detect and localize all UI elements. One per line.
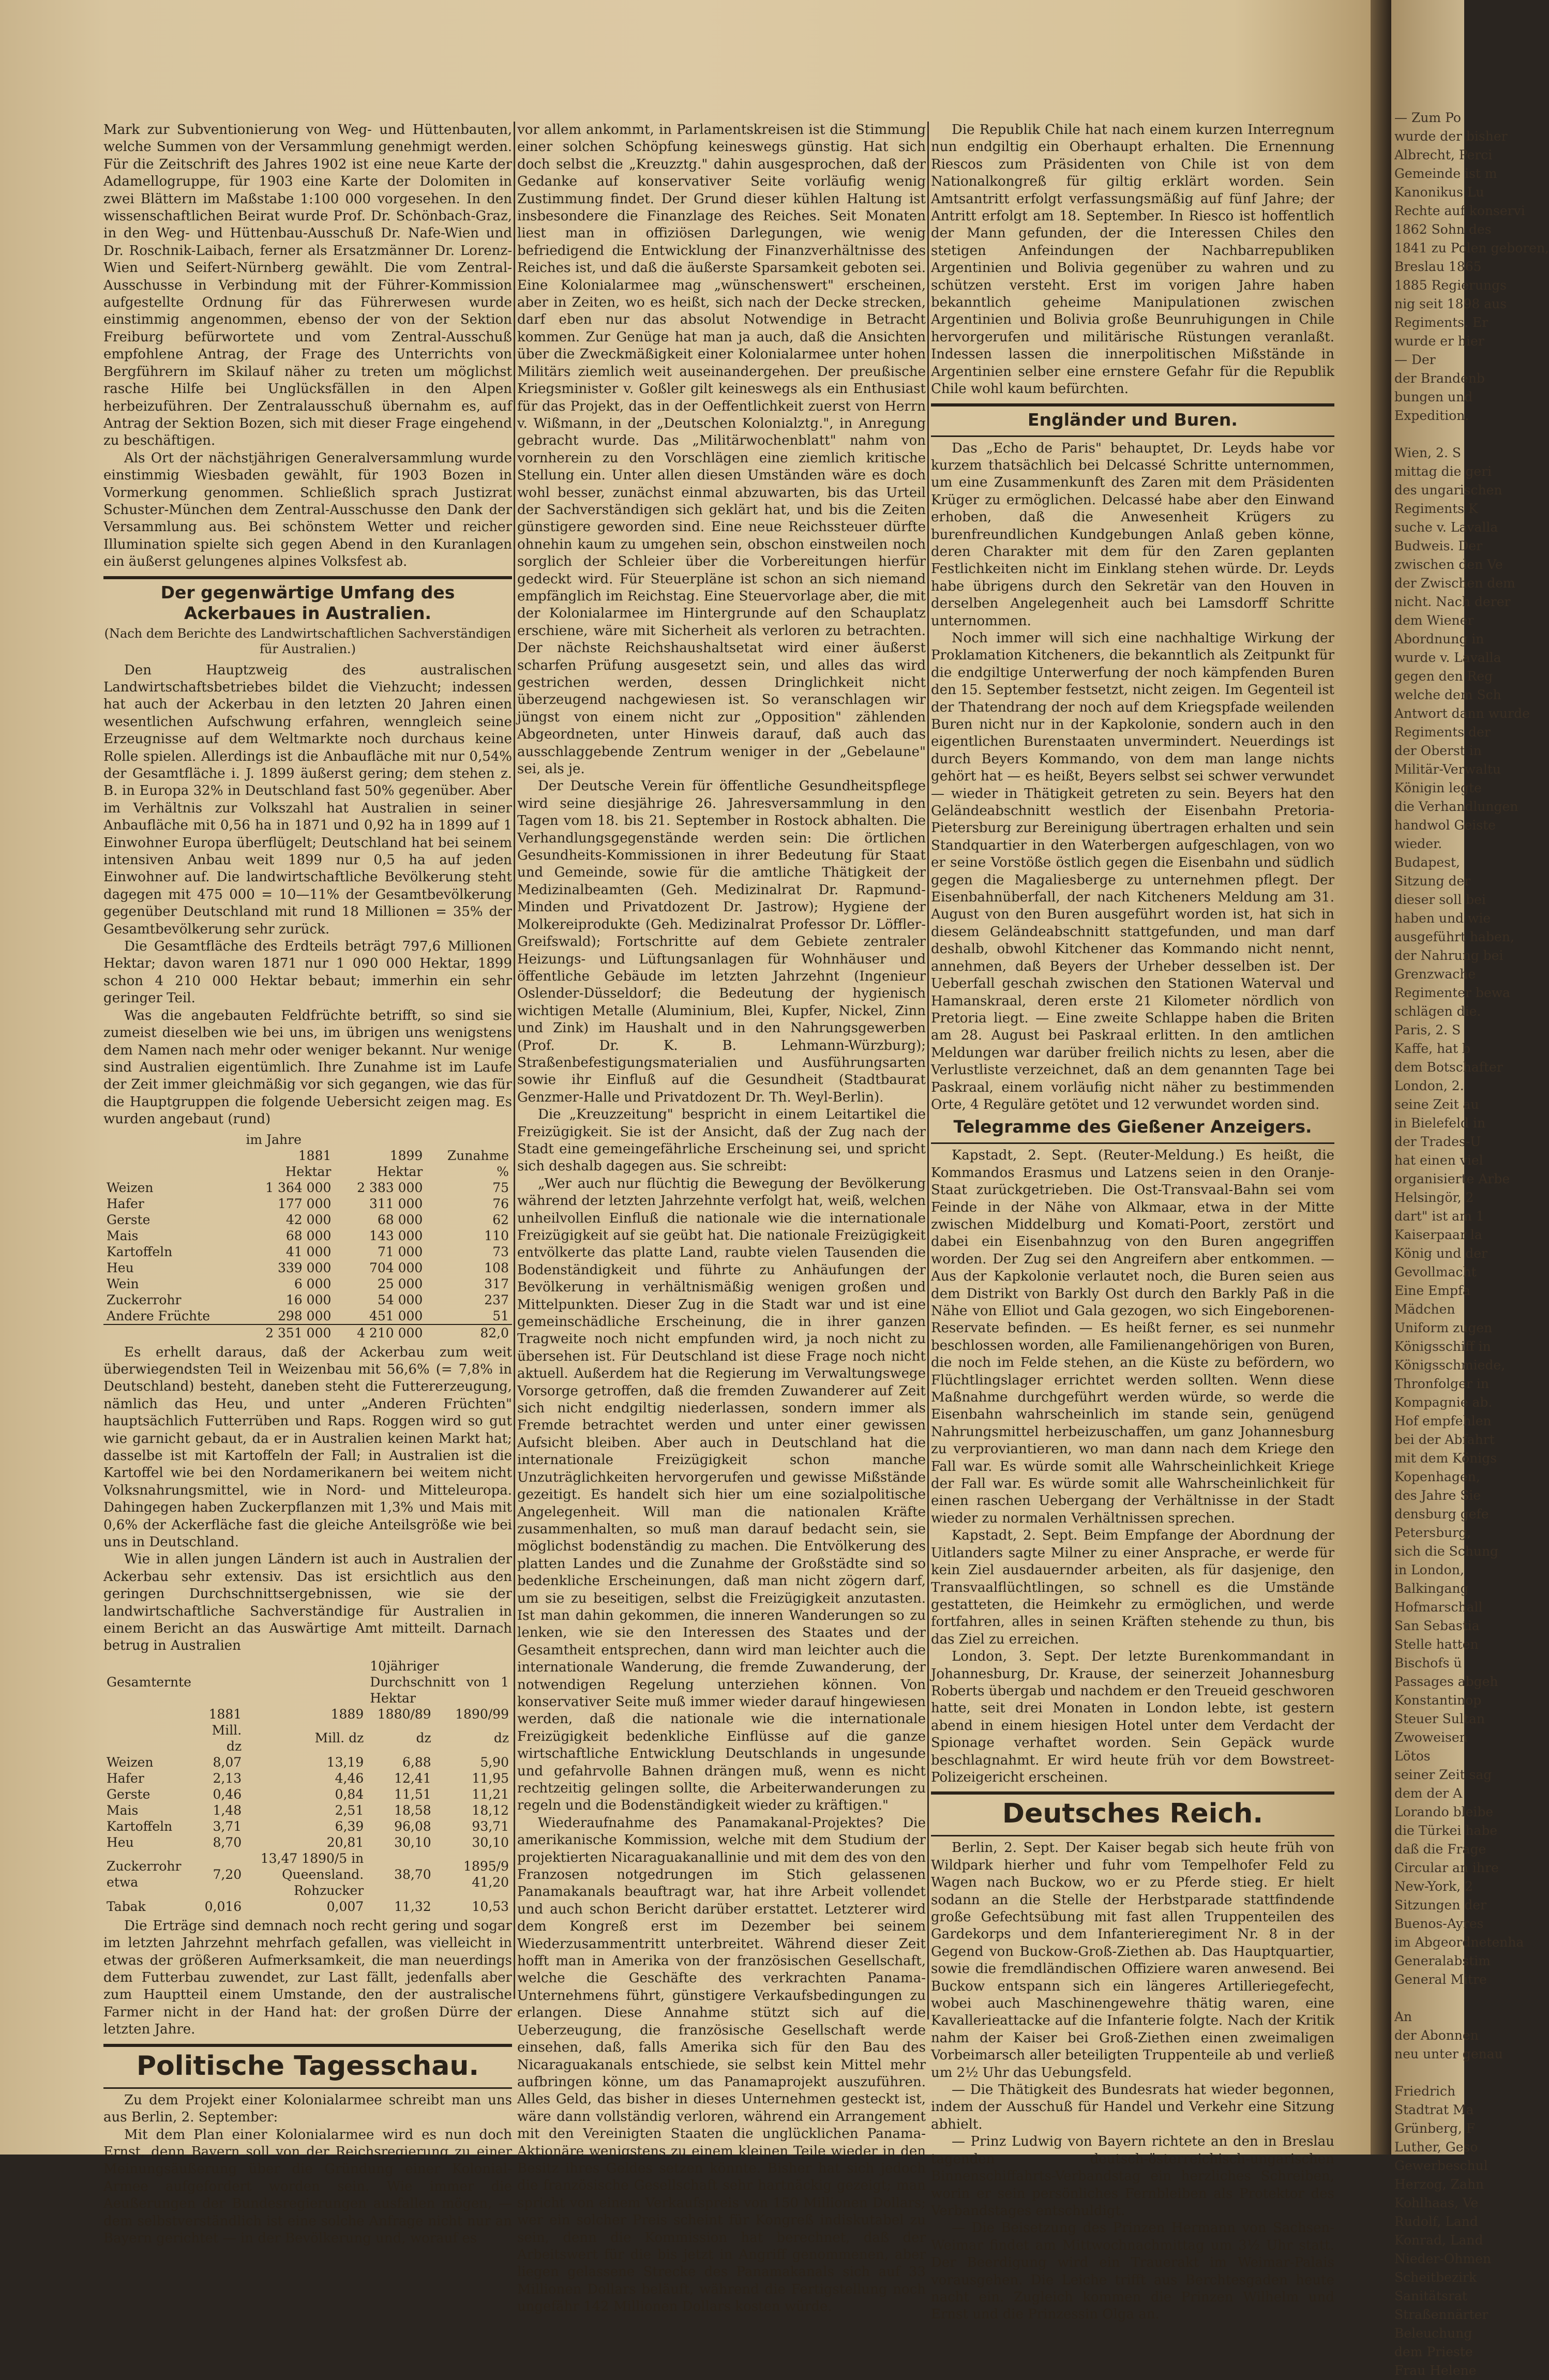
table-row bbox=[103, 1834, 512, 1850]
adjacent-page-line: Steuer Sultan bbox=[1394, 1711, 1485, 1726]
table-cell: 110 bbox=[484, 1228, 509, 1243]
table-cell: 51 bbox=[492, 1308, 509, 1323]
book-gutter bbox=[1371, 0, 1391, 2155]
adjacent-page-line: dem Prieste bbox=[1394, 2344, 1473, 2359]
table-cell: 68 000 bbox=[377, 1212, 423, 1227]
table-cell: 143 000 bbox=[369, 1228, 423, 1243]
adjacent-page-line: suche v. Lavalla bbox=[1394, 520, 1498, 535]
table-header: 1899 bbox=[389, 1148, 423, 1163]
table-header bbox=[103, 1132, 243, 1148]
adjacent-page-line: Beleuchung bbox=[1394, 2326, 1472, 2341]
adjacent-page-line: König und der bbox=[1394, 1246, 1488, 1261]
agriculture-paragraph: Was die angebauten Feldfrüchte betrifft, so sind sie zumeist dieselben wie bei uns, im übrigen uns wenigstens dem Namen nach mehr oder weniger bekannt. Nur wenige sind Australien eigentümlich. Ihre Zunahme ist im Laufe der Zeit immer gleichmäßig vor sich gegangen, wie das für die Hauptgruppen die folgende Uebersicht zeigen mag. Es wurden angebaut (rund) bbox=[103, 1007, 512, 1127]
adjacent-page-line: Luther, Geso bbox=[1394, 2140, 1478, 2155]
adjacent-page-line: Rudolf, Land bbox=[1394, 2214, 1478, 2229]
table-cell: Hafer bbox=[107, 1196, 144, 1211]
reich-paragraph: — Die Thätigkeit des Bundesrats hat wieder begonnen, indem der Ausschuß für Handel und Verkehr eine Sitzung abhielt. bbox=[931, 2082, 1334, 2132]
adjacent-page-line: gegen den Reg bbox=[1394, 669, 1493, 684]
harvest-table bbox=[103, 1658, 512, 1915]
adjacent-page-line: Balkingang bbox=[1394, 1581, 1469, 1596]
adjacent-page-line: dem der A bbox=[1394, 1786, 1463, 1801]
politics-paragraph: Der Deutsche Verein für öffentliche Gesundheitspflege wird seine diesjährige 26. Jahresversammlung in den Tagen vom 18. bis 21. September in Rostock abhalten. Die Verhandlungsgegenstände werden sein: Die örtlichen Gesundheits-Kommissionen in ihrer Bedeutung für Staat und Gemeinde, sowie für die amtliche Thätigkeit der Medizinalbeamten (Geh. Medizinalrat Dr. Rapmund-Minden und Privatdozent Dr. Jastrow); Hygiene der Molkereiprodukte (Geh. Medizinalrat Professor Dr. Löffler-Greifswald); Fortschritte auf dem Gebiete zentraler Heizungs- und Lüftungsanlagen für Wohnhäuser und öffentliche Gebäude im letzten Jahrzehnt (Ingenieur Oslender-Düsseldorf; die Bedeutung der hygienisch wichtigen Metalle (Aluminium, Blei, Kupfer, Nickel, Zinn und Zink) im Haushalt und in den Nahrungsgewerben (Prof. Dr. K. B. Lehmann-Würzburg); Straßenbefestigungsmaterialien und Ausführungsarten sowie ihr Einfluß auf die Gesundheit (Stadtbaurat Genzmer-Halle und Privatdozent Dr. Th. Weyl-Berlin). bbox=[517, 778, 926, 1105]
table-cell: 18,58 bbox=[394, 1802, 431, 1818]
table-cell: 6,39 bbox=[335, 1818, 364, 1834]
table-row bbox=[103, 1228, 512, 1244]
adjacent-page-line: Nieder-Ohmen bbox=[1394, 2251, 1492, 2266]
adjacent-page-line: Grünberg, F bbox=[1394, 2121, 1476, 2136]
agriculture-paragraph: Wie in allen jungen Ländern ist auch in Australien der Ackerbau sehr extensiv. Das ist ersichtlich aus den geringen Durchschnittsergebnissen, wie sie der landwirtschaftliche Sachverständige für Australien in einem Bericht an das Auswärtige Amt mitteilt. Darnach betrug in Australien bbox=[103, 1551, 512, 1654]
acreage-table bbox=[103, 1132, 512, 1341]
table-cell: 237 bbox=[484, 1292, 509, 1307]
adjacent-page-line: Stelle hatten bbox=[1394, 1637, 1479, 1652]
adjacent-page-line: Sanitätsrat bbox=[1394, 2288, 1467, 2303]
table-cell: 11,32 bbox=[394, 1899, 431, 1914]
table-header: 1881 bbox=[208, 1706, 242, 1722]
adjacent-page-line: Regimenter bewa bbox=[1394, 985, 1511, 1000]
adjacent-page-line: General Mitre bbox=[1394, 1972, 1487, 1987]
adjacent-page-line: Scheitbezirk bbox=[1394, 2270, 1477, 2285]
table-cell: Mais bbox=[107, 1228, 139, 1243]
adjacent-page-line: Straßennärter bbox=[1394, 2307, 1488, 2322]
table-cell: 1 364 000 bbox=[265, 1180, 332, 1195]
reich-paragraph: Berlin, 2. Sept. Der Kaiser begab sich heute früh von Wildpark hierher und fuhr vom Tempelhofer Feld zu Wagen nach Buckow, wo er zu Pferde stieg. Er hielt sodann an die Stelle der Herbstparade stattfindende große Gefechtsübung mit fast allen Truppenteilen des Gardekorps und dem Infanterieregiment Nr. 8 in der Gegend von Buckow-Groß-Ziethen ab. Das Hauptquartier, sowie die fremdländischen Offiziere waren anwesend. Bei Buckow entspann sich ein längeres Artilleriegefecht, wobei auch Maschinengewehre thätig waren, eine Kavallerieattacke auf die Infanterie folgte. Nach der Kritik nahm der Kaiser bei Groß-Ziethen einen zweimaligen Vorbeimarsch aller beteiligten Truppenteile ab und verließ um 2½ Uhr das Uebungsfeld. bbox=[931, 1840, 1334, 2081]
table-cell: 7,20 bbox=[213, 1866, 242, 1882]
adjacent-page-line: Gemeinde ist m bbox=[1394, 166, 1497, 181]
table-cell: 93,71 bbox=[472, 1818, 509, 1834]
adjacent-page-line: Albrecht, Perci bbox=[1394, 147, 1493, 162]
alpine-club-report: Mark zur Subventionierung von Weg- und Hüttenbauten, welche Summen von der Versammlung genehmigt werden. Für die Zeitschrift des Jahres 1902 ist eine neue Karte der Adamellogruppe, für 1903 eine Karte der Dolomiten in zwei Blättern im Maßstabe 1:100 000 vorgesehen. In den wissenschaftlichen Beirat wurde Prof. Dr. Schönbach-Graz, in den Weg- und Hüttenbau-Ausschuß Dr. Nafe-Wien und Dr. Roschnik-Laibach, ferner als Ersatzmänner Dr. Lorenz-Wien und Seifert-Nürnberg gewählt. Die vom Zentral-Ausschusse in Verbindung mit der Führer-Kommission aufgestellte Ordnung für das Führerwesen wurde einstimmig angenommen, ebenso der von der Sektion Freiburg befürwortete und vom Zentral-Ausschuß empfohlene Antrag, der Frage des Unterrichts von Bergführern im Skilauf näher zu treten um möglichst rasche Hilfe bei Unglücksfällen in den Alpen herbeizuführen. Der Zentralausschuß übernahm es, auf Antrag der Sektion Bozen, sich mit dieser Frage eingehend zu beschäftigen. bbox=[103, 122, 512, 449]
agriculture-paragraph: Es erhellt daraus, daß der Ackerbau zum weit überwiegendsten Teil in Weizenbau mit 56,6% (= 7,8% in Deutschland) besteht, daneben steht die Futtererzeugung, nämlich das Heu, und unter „Anderen Früchten" hauptsächlich Futterrüben und Raps. Roggen wird so gut wie garnicht gebaut, da er in Australien keinen Markt hat; dasselbe ist mit Kartoffeln der Fall; in Australien ist die Kartoffel wie bei den Nordamerikanern bei weitem nicht Volksnahrungsmittel, wie in Nord- und Mitteleuropa. Dahingegen haben Zuckerpflanzen mit 1,3% und Mais mit 0,6% der Ackerfläche fast die gleiche Anteilsgröße wie bei uns in Deutschland. bbox=[103, 1344, 512, 1550]
adjacent-page-line: 1841 zu Polen geboren, bbox=[1394, 240, 1549, 255]
adjacent-page-line: — Zum Po bbox=[1394, 110, 1461, 125]
adjacent-page-line: Kompagnie ab. bbox=[1394, 1395, 1493, 1410]
table-cell: 6 000 bbox=[294, 1276, 332, 1291]
table-row bbox=[103, 1292, 512, 1308]
adjacent-page-line: Kohlhaas, Ve bbox=[1394, 2195, 1479, 2210]
adjacent-page-line: sich die Schung bbox=[1394, 1544, 1499, 1559]
adjacent-page-line: wurde v. Lavalla bbox=[1394, 650, 1501, 665]
table-cell: 8,70 bbox=[213, 1834, 242, 1850]
column-rule bbox=[514, 122, 515, 1999]
table-header: Gesamternte bbox=[107, 1674, 191, 1690]
table-cell: Andere Früchte bbox=[107, 1308, 210, 1323]
adjacent-page-line: ausgeführt haben, bbox=[1394, 929, 1514, 944]
adjacent-page-line: Hof empfehlen bbox=[1394, 1413, 1492, 1428]
adjacent-page-line: Königsschmiede, bbox=[1394, 1358, 1506, 1373]
table-header: 1889 bbox=[330, 1706, 364, 1722]
table-cell: Wein bbox=[107, 1276, 139, 1291]
table-row bbox=[103, 1196, 512, 1212]
adjacent-page-line: in Bielefeld in bbox=[1394, 1116, 1486, 1131]
table-row bbox=[103, 1244, 512, 1260]
adjacent-page-line: dem Wiener bbox=[1394, 613, 1474, 628]
adjacent-page-line: der Brandenb bbox=[1394, 371, 1485, 386]
acreage-table-body bbox=[103, 1180, 512, 1324]
table-cell: 38,70 bbox=[394, 1866, 431, 1882]
table-row bbox=[103, 1818, 512, 1834]
reich-headline: Deutsches Reich. bbox=[1002, 1798, 1264, 1830]
table-cell: 76 bbox=[492, 1196, 509, 1211]
adjacent-page-line: zwischen den Ve bbox=[1394, 557, 1503, 572]
agriculture-paragraph: Die Erträge sind demnach noch recht gering und sogar im letzten Jahrzehnt mehrfach gefallen, was vielleicht in etwas der größeren Aufmerksamkeit, die man neuerdings dem Futterbau zuwendet, zur Last fällt, jedenfalls aber zum Hauptteil einem Umstande, den der australische Farmer nicht in der Hand hat: der großen Dürre der letzten Jahre. bbox=[103, 1918, 512, 2038]
table-header: 10jähriger Durchschnitt von 1 Hektar bbox=[370, 1658, 509, 1706]
table-row bbox=[103, 1770, 512, 1786]
adjacent-page-line: Kaiserpaar la bbox=[1394, 1227, 1482, 1242]
table-cell: Tabak bbox=[107, 1899, 146, 1914]
adjacent-page-line: Gevollmacht bbox=[1394, 1264, 1477, 1279]
adjacent-page-line: Expedition. bbox=[1394, 408, 1469, 423]
table-cell: Gerste bbox=[107, 1212, 151, 1227]
adjacent-page-line: Uniform zugen bbox=[1394, 1320, 1493, 1335]
table-cell: 16 000 bbox=[285, 1292, 332, 1307]
boers-headline: Engländer und Buren. bbox=[1028, 409, 1238, 430]
adjacent-page-line bbox=[1394, 2063, 1464, 2082]
adjacent-page-line: der Nahrung bei bbox=[1394, 948, 1503, 963]
table-header: 1881 bbox=[298, 1148, 332, 1163]
table-cell: Heu bbox=[107, 1260, 134, 1275]
telegram-paragraph: London, 3. Sept. Der letzte Burenkommandant in Johannesburg, Dr. Krause, der seinerzeit Johannesburg Roberts übergab und nachdem er den Treueid geschworen hatte, seit drei Monaten in London lebte, ist gestern abend in einem hiesigen Hotel unter dem Verdacht der Spionage verhaftet worden. Sein Gepäck wurde beschlagnahmt. Er wird heute früh vor dem Bowstreet-Polizeigericht erscheinen. bbox=[931, 1649, 1334, 1785]
adjacent-page-line: Regiments K bbox=[1394, 501, 1478, 516]
table-cell: 13,19 bbox=[326, 1754, 364, 1770]
table-cell: Kartoffeln bbox=[107, 1244, 173, 1259]
table-cell: 4,46 bbox=[335, 1770, 364, 1786]
adjacent-page-line: Gewerbeschul bbox=[1394, 2158, 1488, 2173]
table-header: Hektar bbox=[285, 1164, 332, 1179]
table-cell: 5,90 bbox=[480, 1754, 509, 1770]
alpine-club-report-end: Als Ort der nächstjährigen Generalversammlung wurde einstimmig Wiesbaden gewählt, für 1903 Bozen in Vormerkung genommen. Schließlich sprach Justizrat Schuster-München dem Zentral-Ausschusse den Dank der Versammlung aus. Bei schönstem Wetter und reicher Illumination spielte sich gegen Abend in den Kuranlagen ein äußerst gelungenes alpines Volksfest ab. bbox=[103, 450, 512, 570]
adjacent-page-line: dieser soll bei bbox=[1394, 892, 1486, 907]
adjacent-page-line: haben und wie bbox=[1394, 911, 1491, 926]
politics-paragraph: Die „Kreuzzeitung" bespricht in einem Leitartikel die Freizügigkeit. Sie ist der Ansicht, daß der Zug nach der Stadt eine gemeingefährliche Erscheinung sei, und spricht sich deshalb dagegen aus. Sie schreibt: bbox=[517, 1107, 926, 1174]
section-divider bbox=[103, 2044, 512, 2047]
adjacent-page-line: Wien, 2. S bbox=[1394, 445, 1461, 460]
table-cell: Weizen bbox=[107, 1180, 154, 1195]
adjacent-page-line: Breslau 1865 bbox=[1394, 259, 1482, 274]
table-cell: 2,51 bbox=[335, 1802, 364, 1818]
table-header: dz bbox=[493, 1730, 509, 1746]
telegram-paragraph: Kapstadt, 2. Sept. (Reuter-Meldung.) Es heißt, die Kommandos Erasmus und Latzens seien in den Oranje-Staat zurückgetrieben. Die Ost-Transvaal-Bahn sei vom Feinde in der Nähe von Alkmaar, etwa in der Mitte zwischen Middelburg und Komati-Poort, zerstört und dabei ein Eisenbahnzug von den Buren angegriffen worden. Der Zug sei den Angreifern aber entkommen. — Aus der Kapkolonie verlautet noch, die Buren seien aus dem Distrikt von Barkly Ost durch den Barkly Paß in die Nähe von Elliot und Gala gezogen, wo sich Eingeborenen-Reservate befinden. — Es heißt ferner, es sei nunmehr beschlossen worden, alle Familienangehörigen von Buren, die noch im Felde stehen, an die Küste zu befördern, wo Flüchtlingslager errichtet werden sollten. Wenn diese Maßnahme durchgeführt werden würde, so werde die Eisenbahn wahrscheinlich im stande sein, genügend Nahrungsmittel herbeizuschaffen, um ganz Johannesburg zu verproviantieren, wo man dann nach dem Kriege den Fall war. Es würde somit alle Wahrscheinlichkeit Kriege der Fall war. Es würde somit alle Wahrscheinlichkeit für einen raschen Uebergang der Verhältnisse in der Stadt wieder zu normalen Verhältnissen sprechen. bbox=[931, 1148, 1334, 1526]
adjacent-page-line: Sitzung der bbox=[1394, 873, 1471, 888]
table-header: % bbox=[497, 1164, 509, 1179]
adjacent-page-line: London, 2. bbox=[1394, 1078, 1464, 1093]
table-cell: Mais bbox=[107, 1802, 139, 1818]
adjacent-page-line: daß die Frage bbox=[1394, 1842, 1486, 1857]
boers-paragraph: Das „Echo de Paris" behauptet, Dr. Leyds habe vor kurzem thatsächlich bei Delcassé Schritte unternommen, um eine Zusammenkunft des Zaren mit dem Präsidenten Krüger zu ermöglichen. Delcassé habe aber den Einwand erhoben, daß die Anwesenheit Krügers zu burenfreundlichen Kundgebungen Anlaß geben könne, deren Charakter mit dem für den Zaren geplanten Festlichkeiten nicht im Einklang stehen würde. Dr. Leyds habe übrigens durch den Sekretär van den Houven in derselben Angelegenheit auch bei Lamsdorff Schritte unternommen. bbox=[931, 440, 1334, 629]
adjacent-page-line: Kopenhagen, bbox=[1394, 1469, 1480, 1484]
adjacent-page-line: 1885 Regierungs bbox=[1394, 278, 1507, 293]
adjacent-page-line: der Oberst in bbox=[1394, 743, 1482, 758]
adjacent-page-line: nicht. Nach derer bbox=[1394, 594, 1511, 609]
table-cell: 30,10 bbox=[394, 1834, 431, 1850]
adjacent-page-line: wieder. bbox=[1394, 836, 1442, 851]
adjacent-page-line: Zwoweisen bbox=[1394, 1730, 1468, 1745]
adjacent-page-line: organisierte Arbe bbox=[1394, 1171, 1510, 1186]
agriculture-paragraph: Die Gesamtfläche des Erdteils beträgt 797,6 Millionen Hektar; davon waren 1871 nur 1 090 000 Hektar, 1899 schon 4 210 000 Hektar bebaut; immerhin ein sehr geringer Teil. bbox=[103, 939, 512, 1006]
table-cell: 339 000 bbox=[278, 1260, 332, 1275]
table-cell: 704 000 bbox=[369, 1260, 423, 1275]
table-cell: 8,07 bbox=[213, 1754, 242, 1770]
table-cell: Zuckerrohr bbox=[107, 1292, 182, 1307]
table-row bbox=[103, 1260, 512, 1276]
adjacent-page-line: Thronfolger in bbox=[1394, 1376, 1489, 1391]
adjacent-page-line: schlägen die. bbox=[1394, 1004, 1481, 1019]
adjacent-page-line: der Zwischen dem bbox=[1394, 576, 1515, 591]
adjacent-page-line: in London, bbox=[1394, 1562, 1464, 1577]
adjacent-page-line: Regiments der bbox=[1394, 725, 1491, 740]
adjacent-page-line: Lötos bbox=[1394, 1749, 1431, 1764]
table-cell: 30,10 bbox=[472, 1834, 509, 1850]
adjacent-page-line: dem Botschafter bbox=[1394, 1060, 1503, 1075]
table-cell: 42 000 bbox=[285, 1212, 332, 1227]
adjacent-page-line: Königsschiff in bbox=[1394, 1339, 1491, 1354]
adjacent-page-line: Herzog, Zahn bbox=[1394, 2177, 1484, 2192]
table-cell: 11,51 bbox=[394, 1786, 431, 1802]
table-cell: 311 000 bbox=[369, 1196, 423, 1211]
adjacent-page-line: nig seit 1898 aus bbox=[1394, 296, 1507, 311]
table-cell: 0,016 bbox=[204, 1899, 242, 1914]
table-header: Zunahme bbox=[447, 1148, 509, 1163]
chile-paragraph: Die Republik Chile hat nach einem kurzen Interregnum nun endgiltig ein Oberhaupt erhalten. Die Ernennung Riescos zum Präsidenten von Chile ist von dem Nationalkongreß für giltig erklärt worden. Sein Amtsantritt erfolgt verfassungsmäßig auf fünf Jahre; der Antritt erfolgt am 18. September. In Riesco ist hoffentlich der Mann gefunden, der die Interessen Chiles den stetigen Anfeindungen der Nachbarrepubliken Argentinien und Bolivia gegenüber zu wahren und zu schützen versteht. Erst im vorigen Jahre haben bekanntlich geheime Manipulationen zwischen Argentinien und Bolivia große Beunruhigungen in Chile hervorgerufen und militärische Rüstungen veranlaßt. Indessen lassen die innerpolitischen Mißstände in Argentinien selber eine ernstere Gefahr für die Republik Chile wohl kaum befürchten. bbox=[931, 122, 1334, 397]
politics-paragraph: Mit dem Plan einer Kolonialarmee wird es nun doch Ernst, denn Bayern soll von der Reichsregierung zu einer Meinungsäußerung über die Gründung einer Kolonial-Armee aufgefordert worden sein. Wie immer die Aeußerungen der Bundesregierungen ausfallen mögen, — dem selbstverständlich ist eine solche Anfrage nicht nur an Bayern gerichtet — in der Bevölkerung und, worauf es bbox=[103, 2127, 512, 2246]
table-cell: 6,88 bbox=[402, 1754, 431, 1770]
adjacent-page-line: — Der bbox=[1394, 352, 1436, 367]
reich-paragraph: — Prinz Ludwig von Bayern richtete an den in Breslau tagenden deutsch-österreichisch-ungarischen Binnenschiffahrts-Verbandstag ein herzliches Schreiben, worin er sein persönliches Fernbleiben als Protektor des Verbandstages entschuldigt. bbox=[931, 2134, 1334, 2219]
adjacent-page-edge bbox=[1391, 0, 1549, 2378]
table-cell: 20,81 bbox=[326, 1834, 364, 1850]
table-cell: 96,08 bbox=[394, 1818, 431, 1834]
politics-paragraph: Wiederaufnahme des Panamakanal-Projektes? Die amerikanische Kommission, welche mit dem Studium der projektierten Nicaraguakanallinie und mit dem des von den Franzosen notgedrungen im Stich gelassenen Panamakanals beauftragt war, hat ihre Arbeit vollendet und auch schon Bericht darüber erstattet. Letzterer wird dem Kongreß erst im Dezember bei seinem Wiederzusammentritt unterbreitet. Während dieser Zeit hofft man in Amerika von der französischen Gesellschaft, welche die Geschäfte des verkrachten Panama-Unternehmens führt, günstigere Verkaufsbedingungen zu erlangen. Diese Annahme stützt sich auf die Ueberzeugung, die französische Gesellschaft werde einsehen, daß, falls Amerika sich für den Bau des Nicaraguakanals entschiede, sie selbst kein Mittel mehr aufbringen könne, um das Panamaprojekt auszuführen. Alles Geld, das bisher in dieses Unternehmen gesteckt ist, wäre dann vollständig verloren, während ein Arrangement mit den Vereinigten Staaten die unglücklichen Panama-Aktionäre wenigstens zu einem kleinen Teile wieder in den Besitz ihres Geldes setzen könnte. Bisher hat sich jedoch die französische Gesellschaft sehr hartnäckig gezeigt; man spricht von einem Verkaufspreis von 150 Millionen Dollars; wer ein solcher Preis scheint für Kongreß indiskutabel zu sein, denn die Kommission hat berechnet, daß der Arbeitswert für die bis jetzt in Angriff genommenen, aber liegen gelassene Strecke des Panamakanals sich auf 33 Millionen Dollars beläuft, während die Fertigstellung noch ungefähr 142 Millionen Dollars kosten würde. bbox=[517, 1815, 926, 2315]
table-cell: 54 000 bbox=[377, 1292, 423, 1307]
adjacent-page-line: Militär-Verwaltu bbox=[1394, 762, 1501, 777]
adjacent-page-line: der Trades-U bbox=[1394, 1134, 1481, 1149]
adjacent-page-line: Budapest, bbox=[1394, 855, 1461, 870]
politics-paragraph: vor allem ankommt, in Parlamentskreisen ist die Stimmung einer solchen Schöpfung keineswegs günstig. Hat sich doch selbst die „Kreuzztg." dahin ausgesprochen, daß der Gedanke auf konservativer Seite vorläufig wenig Zustimmung findet. Der Grund dieser kühlen Haltung ist insbesondere die Finanzlage des Reiches. Seit Monaten liest man in offiziösen Darlegungen, wie wenig befriedigend die Entwicklung der Finanzverhältnisse des Reiches ist, und daß die äußerste Sparsamkeit geboten sei. Eine Kolonialarmee mag „wünschenswert" erscheinen, aber in Zeiten, wo es heißt, sich nach der Decke strecken, darf eben nur das absolut Notwendige in Betracht kommen. Zur Genüge hat man ja auch, daß die Ansichten über die Zweckmäßigkeit einer Kolonialarmee unter hohen Militärs ziemlich weit auseinandergehen. Der preußische Kriegsminister v. Goßler gilt keineswegs als ein Enthusiast für das Projekt, das in der Oeffentlichkeit zuerst von Herrn v. Wißmann, in der „Deutschen Kolonialztg.", in Anregung gebracht wurde. Das „Militärwochenblatt" nahm von vornherein zu den Vorschlägen eine ziemlich kritische Stellung ein. Unter allen diesen Umständen wäre es doch wohl besser, zunächst einmal abzuwarten, bis das Urteil der Sachverständigen sich geklärt hat, und bis die Zeiten günstigere geworden sind. Eine neue Reichssteuer dürfte ohnehin kaum zu umgehen sein, obschon einstweilen noch sorglich der Schleier über die Vorbereitungen hierfür gedeckt wird. Für Steuerpläne ist schon an sich niemand empfänglich im Reichstag. Eine Steuervorlage aber, die mit der Kolonialarmee im Hintergrunde auf den Schauplatz erschiene, wäre mit Sicherheit als verloren zu betrachten. Der nächste Reichshaushaltsetat wird einer äußerst scharfen Prüfung ausgesetzt sein, und alles das wird gestrichen werden, dessen Dringlichkeit nicht überzeugend nachgewiesen ist. So veranschlagen wir jüngst von einem nicht zur „Opposition" zählenden Abgeordneten, unter Hinweis darauf, daß auch das ausschlaggebende Zentrum weniger in der „Gebelaune" sei, als je. bbox=[517, 122, 926, 777]
adjacent-page-line: handwol Geiste bbox=[1394, 818, 1496, 833]
adjacent-page-line: seine Zeit au bbox=[1394, 1097, 1479, 1112]
table-cell: Weizen bbox=[107, 1754, 154, 1770]
table-cell: Gerste bbox=[107, 1786, 151, 1802]
adjacent-page-line: Eine Empfa bbox=[1394, 1283, 1471, 1298]
table-cell: 3,71 bbox=[213, 1818, 242, 1834]
section-divider bbox=[103, 576, 512, 579]
table-row bbox=[103, 1850, 512, 1899]
section-divider bbox=[931, 435, 1334, 437]
adjacent-page-line: Helsingör, 2 bbox=[1394, 1190, 1474, 1205]
adjacent-page-line: Antwort dann wurde bbox=[1394, 706, 1530, 721]
adjacent-page-line: die Türkei habe bbox=[1394, 1823, 1498, 1838]
agriculture-paragraph: Den Hauptzweig des australischen Landwirtschaftsbetriebes bildet die Viehzucht; indessen hat auch der Ackerbau in den letzten 20 Jahren einen wesentlichen Aufschwung erfahren, wenngleich seine Erzeugnisse auf dem Weltmarkte noch durchaus keine Rolle spielen. Allerdings ist die Anbaufläche mit nur 0,54% der Gesamtfläche i. J. 1899 äußerst gering; dem stehen z. B. in Europa 32% in Deutschland fast 50% gegenüber. Aber im Verhältnis zur Volkszahl hat Australien in seiner Anbaufläche mit 0,56 ha in 1871 und 0,92 ha in 1899 auf 1 Einwohner Europa überflügelt; Deutschland hat bei seinem intensiven Anbau weit 1899 nur 0,5 ha auf jeden Einwohner auf. Die landwirtschaftliche Bevölkerung steht dagegen mit 475 000 = 10—11% der Gesamtbevölkerung gegenüber Deutschland mit rund 18 Millionen = 35% der Gesamtbevölkerung sehr zurück. bbox=[103, 662, 512, 937]
adjacent-page-line: Generalabstim bbox=[1394, 1953, 1491, 1968]
table-header: Mill. dz bbox=[314, 1730, 364, 1746]
adjacent-page-line: Kanonikus Lu bbox=[1394, 185, 1484, 200]
table-cell: 2,13 bbox=[213, 1770, 242, 1786]
column-3 bbox=[931, 122, 1334, 2323]
table-cell: 0,007 bbox=[326, 1899, 364, 1914]
table-cell: 11,95 bbox=[472, 1770, 509, 1786]
table-cell: Heu bbox=[107, 1834, 134, 1850]
table-row bbox=[103, 1786, 512, 1802]
adjacent-page-text bbox=[1394, 109, 1549, 2380]
adjacent-page-line: Stadtrat Ma bbox=[1394, 2102, 1474, 2117]
table-cell: 13,47 1890/5 in Queensland. Rohzucker bbox=[260, 1850, 364, 1898]
harvest-table-body bbox=[103, 1754, 512, 1915]
adjacent-page-line: neu unter genau bbox=[1394, 2046, 1503, 2061]
adjacent-page-line: Konrad, Land bbox=[1394, 2233, 1483, 2248]
adjacent-page-line: 1862 Sohn des bbox=[1394, 222, 1492, 237]
table-cell: 62 bbox=[492, 1212, 509, 1227]
section-divider bbox=[931, 1791, 1334, 1795]
adjacent-page-line: Königin legte bbox=[1394, 780, 1482, 795]
adjacent-page-line: Circular an ihre bbox=[1394, 1860, 1499, 1875]
table-cell: 18,12 bbox=[472, 1802, 509, 1818]
table-row bbox=[103, 1212, 512, 1228]
table-cell: 0,84 bbox=[335, 1786, 364, 1802]
adjacent-page-line: wurde der bisher bbox=[1394, 129, 1508, 144]
adjacent-page-line: bei der Abfahrt bbox=[1394, 1432, 1495, 1447]
section-divider bbox=[931, 1142, 1334, 1144]
table-cell: Hafer bbox=[107, 1770, 144, 1786]
table-cell: 1,48 bbox=[213, 1802, 242, 1818]
section-divider bbox=[103, 2087, 512, 2089]
table-cell: 11,21 bbox=[472, 1786, 509, 1802]
column-2 bbox=[517, 122, 926, 2315]
adjacent-page-line: densburg gefe bbox=[1394, 1507, 1489, 1522]
agriculture-source-note: (Nach dem Berichte des Landwirtschaftlichen Sachverständigen für Australien.) bbox=[104, 626, 512, 656]
adjacent-page-line: San Sebastia bbox=[1394, 1618, 1480, 1633]
adjacent-page-line: seiner Zeit sag bbox=[1394, 1767, 1492, 1782]
table-cell: 298 000 bbox=[278, 1308, 332, 1323]
adjacent-page-line: Passages abgeh bbox=[1394, 1674, 1498, 1689]
table-cell: 71 000 bbox=[377, 1244, 423, 1259]
table-cell: Kartoffeln bbox=[107, 1818, 173, 1834]
table-row bbox=[103, 1899, 512, 1915]
adjacent-page-line: Kaffe, hat b bbox=[1394, 1041, 1471, 1056]
adjacent-page-line: hat einen viel bbox=[1394, 1153, 1483, 1168]
section-divider bbox=[931, 1835, 1334, 1836]
table-row bbox=[103, 1180, 512, 1196]
adjacent-page-line: Mädchen bbox=[1394, 1302, 1455, 1317]
adjacent-page-line: mittag die geri bbox=[1394, 464, 1492, 479]
table-row bbox=[103, 1308, 512, 1324]
table-cell: 0,46 bbox=[213, 1786, 242, 1802]
adjacent-page-line: Bischofs ü bbox=[1394, 1655, 1462, 1670]
adjacent-page-line: Konstantinop bbox=[1394, 1693, 1482, 1708]
adjacent-page-line: Rechte auf konservi bbox=[1394, 203, 1525, 218]
table-row bbox=[103, 1802, 512, 1818]
adjacent-page-line: der Abonnen bbox=[1394, 2028, 1479, 2043]
column-rule bbox=[927, 122, 929, 2020]
adjacent-page-line: im Abgeordnetenha bbox=[1394, 1935, 1524, 1950]
adjacent-page-line: Friedrich bbox=[1394, 2084, 1456, 2099]
table-header: 1880/89 bbox=[377, 1706, 431, 1722]
table-header: Mill. dz bbox=[212, 1722, 242, 1754]
adjacent-page-line: des Jahre Sie bbox=[1394, 1488, 1481, 1503]
politics-quote: „Wer auch nur flüchtig die Bewegung der Bevölkerung während der letzten Jahrzehnte verfolgt hat, weiß, welchen unheilvollen Einfluß die nationale wie die internationale Freizügigkeit auf sie geübt hat. Die nationale Freizügigkeit entvölkerte das platte Land, raubte vielen Tausenden die Bodenständigkeit und führte zu Anhäufungen der Bevölkerung in verhältnismäßig wenigen großen und Mittelpunkten. Dieser Zug in die Stadt war und ist eine gemeinschädliche Erscheinung, die in ihrer ganzen Tragweite noch nicht empfunden wird, ja noch nicht zu übersehen ist. Für Deutschland ist diese Frage noch nicht aktuell. Außerdem hat die Regierung im Verwaltungswege Vorsorge getroffen, daß die fremden Zuwanderer auf Zeit sich nicht endgiltig niederlassen, sondern immer als Fremde betrachtet werden und unter einer gewissen Aufsicht bleiben. Aber auch in Deutschland hat die internationale Freizügigkeit schon manche Unzuträglichkeiten hervorgerufen und gewisse Mißstände gezeitigt. Es handelt sich hier um eine sozialpolitische Angelegenheit. Will man die nationalen Kräfte zusammenhalten, so muß man darauf bedacht sein, sie möglichst bodenständig zu machen. Die Entvölkerung des platten Landes und die Zunahme der Großstädte sind so bedenkliche Erscheinungen, daß man nicht zögern darf, um sie zu beseitigen, selbst die Freizügigkeit anzutasten. Ist man dahin gekommen, die inneren Wanderungen so zu lenken, wie sie den Interessen des Staates und der Gesamtheit entsprechen, dann wird man leichter auch die internationale Wanderung, die fremde Zuwanderung, der notwendigen Regelung unterziehen können. Von konservativer Seite muß immer wieder darauf hingewiesen werden, daß die nationale wie die internationale Freizügigkeit bedenkliche Einflüsse auf die ganze wirtschaftliche Entwicklung Deutschlands in ungesunde und gefahrvolle Bahnen drängen muß, wenn es nicht rechtzeitig gelingen sollte, die Arbeiterwanderungen zu regeln und die Bodenständigkeit wieder zu kräftigen." bbox=[517, 1176, 926, 1814]
table-cell: Zuckerrohr etwa bbox=[107, 1859, 182, 1890]
adjacent-page-line: Grenzwache bbox=[1394, 967, 1476, 982]
column-1 bbox=[103, 122, 512, 2246]
boers-paragraph: Noch immer will sich eine nachhaltige Wirkung der Proklamation Kitcheners, die bekanntlich als Zeitpunkt für die endgiltige Unterwerfung der noch kämpfenden Buren den 15. September festsetzt, nicht zeigen. Im Gegenteil ist der Thatendrang der noch auf dem Kriegspfade weilenden Buren nicht nur in der Kapkolonie, sondern auch in den eigentlichen Burenstaaten unvermindert. Neuerdings ist durch Beyers Kommando, von dem man lange nichts gehört hat — es heißt, Beyers selbst sei schwer verwundet — wieder in Thätigkeit getreten zu sein. Beyers hat den Geländeabschnitt westlich der Eisenbahn Pretoria-Pietersburg zur Bereinigung übertragen erhalten und sein Standquartier in den Waterbergen aufgeschlagen, von wo er seine Vorstöße östlich gegen die Eisenbahn und südlich gegen die Magaliesberge zu unternehmen pflegt. Der Eisenbahnüberfall, der nach Kitcheners Meldung am 31. August von den Buren ausgeführt worden ist, hat sich in diesem Geländeabschnitt stattgefunden, und man darf deshalb, obwohl Kitchener das Kommando nicht nennt, annehmen, daß Beyers der Urheber desselben ist. Der Ueberfall geschah zwischen den Stationen Waterval und Hamanskraal, deren erste 21 Kilometer nördlich von Pretoria liegt. — Eine zweite Schlappe haben die Briten am 28. August bei Paskraal erlitten. In den amtlichen Meldungen war darüber freilich nichts zu lesen, aber die Verlustliste verzeichnet, daß an dem genannten Tage bei Paskraal, einem vorläufig nicht näher zu bestimmenden Orte, 4 Reguläre getötet und 12 verwundet worden sind. bbox=[931, 630, 1334, 1112]
adjacent-page-line: Lorando bleibe bbox=[1394, 1804, 1494, 1819]
table-header: Hektar bbox=[377, 1164, 423, 1179]
agriculture-headline: Der gegenwärtige Umfang des Ackerbaues in Australien. bbox=[160, 582, 455, 623]
adjacent-page-line bbox=[1394, 1989, 1464, 2008]
adjacent-page-line: Paris, 2. S bbox=[1394, 1022, 1461, 1037]
adjacent-page-line: welche dem Sch bbox=[1394, 687, 1501, 702]
adjacent-page-line: Sitzungen der bbox=[1394, 1897, 1487, 1912]
adjacent-page-line: An bbox=[1394, 2009, 1412, 2024]
table-cell: 73 bbox=[492, 1244, 509, 1259]
adjacent-page-line: des ungarischen bbox=[1394, 483, 1502, 498]
table-cell: 451 000 bbox=[369, 1308, 423, 1323]
section-divider bbox=[931, 403, 1334, 406]
table-cell: 2 383 000 bbox=[357, 1180, 423, 1195]
table-cell: 1895/9 41,20 bbox=[463, 1859, 509, 1890]
table-cell: 75 bbox=[492, 1180, 509, 1195]
adjacent-page-line: Hofmarschall bbox=[1394, 1600, 1483, 1615]
table-cell: 108 bbox=[484, 1260, 509, 1275]
table-header: 1890/99 bbox=[455, 1706, 509, 1722]
adjacent-page-line: Buenos-Ayres bbox=[1394, 1916, 1484, 1931]
adjacent-page-line: mit dem Königs bbox=[1394, 1451, 1497, 1466]
table-cell: 10,53 bbox=[472, 1899, 509, 1914]
table-cell: 68 000 bbox=[285, 1228, 332, 1243]
adjacent-page-line bbox=[1394, 425, 1464, 444]
adjacent-page-line: Frau Helene bbox=[1394, 2363, 1477, 2378]
table-row bbox=[103, 1754, 512, 1770]
table-cell: 41 000 bbox=[285, 1244, 332, 1259]
table-cell: 25 000 bbox=[377, 1276, 423, 1291]
adjacent-page-line: Budweis. Der bbox=[1394, 538, 1483, 553]
adjacent-page-line: wurde er hier bbox=[1394, 334, 1484, 349]
table-total-row: 2 351 000 4 210 000 82,0 bbox=[103, 1324, 512, 1341]
politics-headline: Politische Tagesschau. bbox=[136, 2050, 479, 2082]
telegrams-headline: Telegramme des Gießener Anzeigers. bbox=[953, 1117, 1312, 1137]
adjacent-page-line: bungen und bbox=[1394, 389, 1473, 404]
adjacent-page-line: die Verhandlungen bbox=[1394, 799, 1518, 814]
adjacent-page-line: Abordnung in bbox=[1394, 631, 1484, 646]
table-row bbox=[103, 1276, 512, 1292]
table-header: dz bbox=[416, 1730, 431, 1746]
table-cell: 177 000 bbox=[278, 1196, 332, 1211]
telegram-paragraph: Kapstadt, 2. Sept. Beim Empfange der Abordnung der Uitlanders sagte Milner zu einer Ansprache, er werde für kein Ziel ausdauernder arbeiten, als für dasjenige, den Transvaalflüchtlingen, so schnell es die Umstände gestatteten, die Heimkehr zu ermöglichen, und werde fortfahren, alles in seinen Kräften stehende zu thun, bis das Ziel zu erreichen. bbox=[931, 1528, 1334, 1647]
table-cell: 12,41 bbox=[394, 1770, 431, 1786]
politics-paragraph: Zu dem Projekt einer Kolonialarmee schreibt man uns aus Berlin, 2. September: bbox=[103, 2092, 512, 2126]
adjacent-page-line: Regiments. Er bbox=[1394, 315, 1488, 330]
table-cell: 317 bbox=[484, 1276, 509, 1291]
reich-paragraph: — Die Beisetzung des Prinzen Hermann von Sachsen-Weimar findet am Mittwochnachmittag um 3½ Uhr statt. Der Beerdigung wird ein Trauerakt im Weimar-Palais vorausgehen. Die Leiche trifft aus Berchtesgaden heute nacht ein. Zugleich kommen die Prinzen Wilhelm und Ernst und die Prinzessin Olga an. bbox=[931, 2220, 1334, 2323]
table-header: im Jahre bbox=[246, 1132, 302, 1147]
adjacent-page-line: New-York, 2 bbox=[1394, 1879, 1473, 1894]
adjacent-page-line: Petersburg, bbox=[1394, 1525, 1471, 1540]
adjacent-page-line: dart" ist am 1 bbox=[1394, 1209, 1484, 1224]
